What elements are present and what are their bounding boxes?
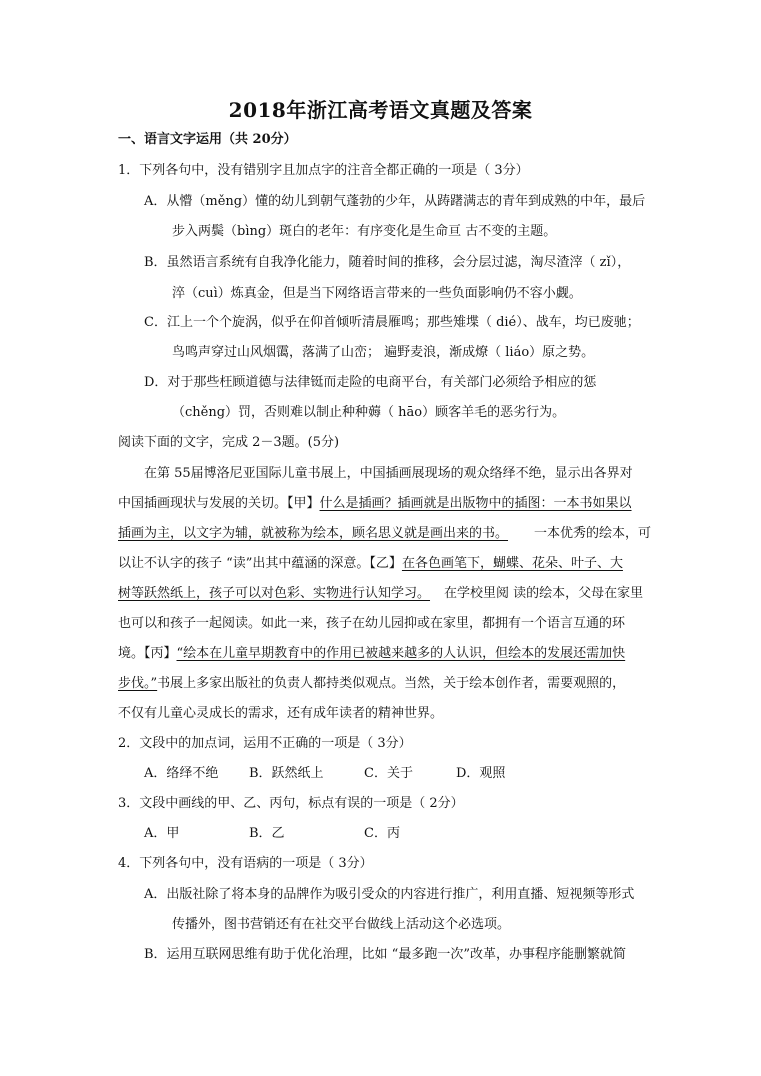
q3-option-a: A．甲 [144, 826, 180, 841]
passage-line-2 [118, 495, 632, 513]
q1-option-a-line2: 步入两鬓（bìng）斑白的老年：有序变化是生命亘 古不变的主题。 [172, 224, 557, 239]
q3-option-b: B．乙 [249, 826, 285, 841]
q1-option-d-line2: （chěng）罚，否则难以制止种种薅（ hāo）顾客羊毛的恶劣行为。 [172, 405, 566, 420]
underlined-sentence-yi: 在各色画笔下，蝴蝶、花朵、叶子、大 [401, 556, 623, 571]
passage-text: 一本优秀的绘本，可 [534, 526, 652, 541]
passage-line-9: 不仅有儿童心灵成长的需求，还有成年读者的精神世界。 [118, 706, 444, 721]
q2-stem: 2．文段中的加点词，运用不正确的一项是（ 3分） [118, 736, 412, 751]
q1-option-d-line1: D．对于那些枉顾道德与法律铤而走险的电商平台，有关部门必须给予相应的惩 [144, 375, 597, 390]
reading-instruction: 阅读下面的文字，完成 2－3题。(5分) [118, 435, 340, 450]
q1-option-c-line1: C．江上一个个旋涡，似乎在仰首倾听清晨雁鸣；那些雉堞（ dié）、战车，均已废驰； [144, 315, 640, 330]
underlined-sentence-jia: 什么是插画？插画就是出版物中的插图：一本书如果以 [319, 496, 632, 511]
q1-option-c-line2: 鸟鸣声穿过山风烟霭，落满了山峦； 遍野麦浪，渐成燎（ liáo）原之势。 [172, 345, 595, 360]
q2-option-b: B．跃然纸上 [249, 766, 324, 781]
q2-option-d: D．观照 [456, 766, 506, 781]
passage-line-5 [118, 585, 643, 603]
q3-stem: 3．文段中画线的甲、乙、丙句，标点有误的一项是（ 2分） [118, 796, 464, 811]
document-title: 2018年浙江高考语文真题及答案 [228, 98, 533, 122]
q4-stem: 4．下列各句中，没有语病的一项是（ 3分） [118, 856, 373, 871]
passage-line-3 [118, 525, 651, 543]
passage-text: 书展上多家出版社的负责人都持类似观点。当然，关于绘本创作者，需要观照的， [157, 676, 626, 691]
underlined-sentence-bing: “绘本在儿童早期教育中的作用已被越来越多的人认识，但绘本的发展还需加快 [176, 646, 626, 661]
passage-line-8 [118, 675, 625, 693]
underlined-sentence-yi: 树等跃然纸上，孩子可以对色彩、实物进行认知学习。 [118, 586, 431, 601]
q2-option-c: C．关于 [364, 766, 413, 781]
passage-text: 以让不认字的孩子 “读”出其中蕴涵的深意。【乙】 [118, 556, 402, 571]
q4-option-a-line2: 传播外，图书营销还有在社交平台做线上活动这个必选项。 [172, 917, 511, 932]
q1-stem: 1．下列各句中，没有错别字且加点字的注音全都正确的一项是（ 3分） [118, 163, 529, 178]
q4-option-a-line1: A．出版社除了将本身的品牌作为吸引受众的内容进行推广，利用直播、短视频等形式 [144, 887, 635, 902]
q1-option-b-line2: 淬（cuì）炼真金，但是当下网络语言带来的一些负面影响仍不容小觑。 [172, 286, 582, 301]
passage-text: 在学校里阅 读的绘本，父母在家里 [444, 586, 644, 601]
passage-text: 境。【丙】 [118, 646, 177, 661]
passage-line-1: 在第 55届博洛尼亚国际儿童书展上，中国插画展现场的观众络绎不绝，显示出各界对 [144, 466, 633, 481]
q1-option-a-line1: A．从懵（měng）懂的幼儿到朝气蓬勃的少年，从踌躇满志的青年到成熟的中年，最后 [144, 194, 646, 209]
passage-line-4 [118, 555, 623, 573]
q1-option-b-line1: B．虽然语言系统有自我净化能力，随着时间的推移，会分层过滤，淘尽渣滓（ zǐ）， [144, 255, 631, 270]
underlined-sentence-jia: 插画为主，以文字为辅，就被称为绘本，顾名思义就是画出来的书。 [118, 526, 509, 541]
passage-line-7 [118, 645, 625, 663]
underlined-sentence-bing: 步伐。” [118, 676, 158, 691]
passage-text: 中国插画现状与发展的关切。【甲】 [118, 496, 320, 511]
q2-option-a: A．络绎不绝 [144, 766, 219, 781]
q4-option-b-line1: B．运用互联网思维有助于优化治理，比如 “最多跑一次”改革，办事程序能删繁就简 [144, 947, 626, 962]
section-heading: 一、语言文字运用（共 20分） [118, 132, 297, 147]
q3-option-c: C．丙 [364, 826, 400, 841]
passage-line-6: 也可以和孩子一起阅读。如此一来，孩子在幼儿园抑或在家里，都拥有一个语言互通的环 [118, 616, 626, 631]
